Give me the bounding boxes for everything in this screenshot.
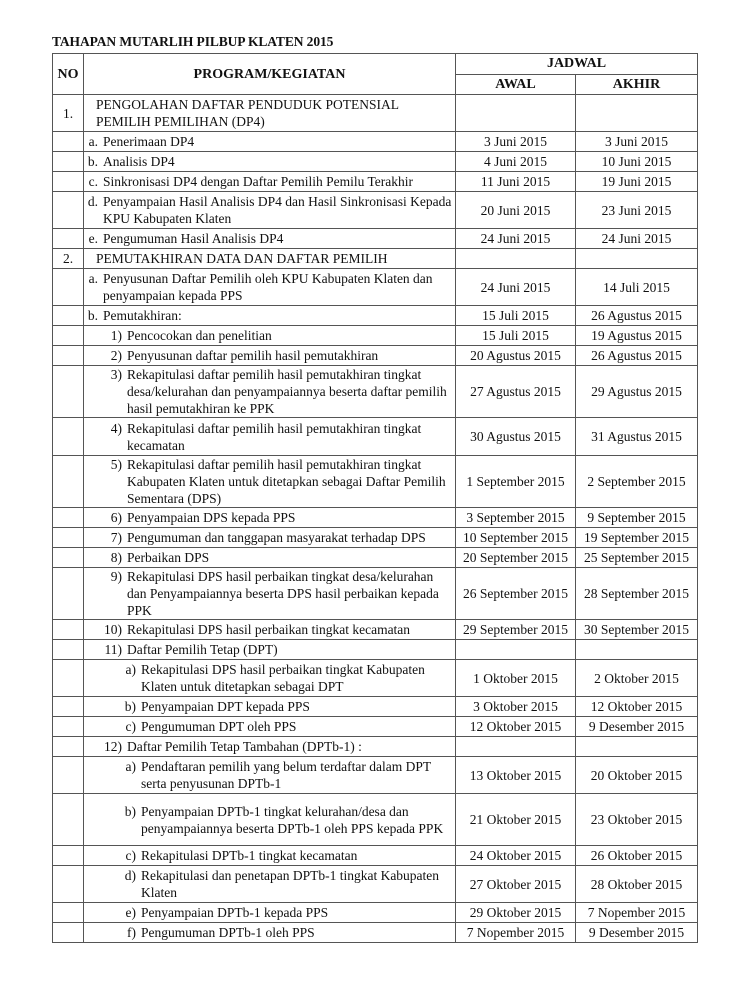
start-date: 27 Agustus 2015 [456, 366, 576, 418]
program-item [84, 307, 455, 324]
row-number: 2. [53, 249, 84, 269]
program-cell [84, 508, 456, 528]
program-item [84, 173, 455, 190]
program-item [84, 867, 455, 901]
start-date: 11 Juni 2015 [456, 172, 576, 192]
row-number [53, 568, 84, 620]
table-row [53, 794, 698, 846]
program-item [84, 509, 455, 526]
start-date [456, 95, 576, 132]
item-marker: c) [125, 848, 136, 863]
start-date: 7 Nopember 2015 [456, 923, 576, 943]
start-date: 20 Agustus 2015 [456, 346, 576, 366]
program-cell [84, 640, 456, 660]
end-date: 7 Nopember 2015 [576, 903, 698, 923]
table-row [53, 132, 698, 152]
item-text: PEMUTAKHIRAN DATA DAN DAFTAR PEMILIH [96, 251, 388, 266]
end-date: 3 Juni 2015 [576, 132, 698, 152]
item-marker: 4) [110, 420, 122, 436]
end-date: 25 September 2015 [576, 548, 698, 568]
row-number [53, 346, 84, 366]
program-item [84, 924, 455, 941]
item-marker: 6) [110, 510, 122, 525]
end-date: 19 Agustus 2015 [576, 326, 698, 346]
program-cell [84, 568, 456, 620]
program-cell [84, 548, 456, 568]
program-cell [84, 269, 456, 306]
end-date: 19 September 2015 [576, 528, 698, 548]
start-date: 29 Oktober 2015 [456, 903, 576, 923]
item-marker: e. [88, 231, 98, 246]
item-marker: b) [124, 699, 136, 714]
item-marker: d. [87, 194, 98, 209]
program-item [84, 456, 455, 507]
end-date: 23 Juni 2015 [576, 192, 698, 229]
item-text: Penyusunan daftar pemilih hasil pemutakhiran [127, 348, 379, 363]
program-cell [84, 660, 456, 697]
table-row [53, 346, 698, 366]
program-cell [84, 846, 456, 866]
end-date [576, 737, 698, 757]
item-text: Rekapitulasi daftar pemilih hasil pemutakhiran tingkat desa/kelurahan dan penyampaiannya beserta daftar pemilih hasil pemutakhiran ke PPK [127, 367, 447, 416]
table-row [53, 548, 698, 568]
end-date: 26 Agustus 2015 [576, 306, 698, 326]
program-cell [84, 418, 456, 456]
program-cell [84, 456, 456, 508]
program-cell [84, 132, 456, 152]
table-row [53, 418, 698, 456]
start-date: 30 Agustus 2015 [456, 418, 576, 456]
program-cell [84, 866, 456, 903]
program-cell [84, 152, 456, 172]
program-item [84, 758, 455, 792]
end-date: 28 Oktober 2015 [576, 866, 698, 903]
program-item [84, 847, 455, 864]
row-number [53, 640, 84, 660]
program-cell [84, 794, 456, 846]
program-item [84, 568, 455, 619]
table-body [53, 95, 698, 943]
end-date: 24 Juni 2015 [576, 229, 698, 249]
start-date: 1 Oktober 2015 [456, 660, 576, 697]
item-text: Pendaftaran pemilih yang belum terdaftar dalam DPT serta penyusunan DPTb-1 [141, 759, 431, 791]
item-marker: 10) [104, 622, 122, 637]
item-text: Daftar Pemilih Tetap Tambahan (DPTb-1) : [127, 739, 362, 754]
row-number [53, 717, 84, 737]
table-row [53, 95, 698, 132]
header-akhir: AKHIR [576, 74, 698, 95]
item-marker: b. [87, 308, 98, 323]
program-item [84, 641, 455, 658]
row-number [53, 306, 84, 326]
program-cell [84, 326, 456, 346]
item-marker: d) [124, 868, 136, 883]
item-marker: b. [87, 154, 98, 169]
item-text: Analisis DP4 [103, 154, 175, 169]
table-row [53, 923, 698, 943]
program-item [84, 230, 455, 247]
table-row [53, 456, 698, 508]
item-text: Penyampaian DPS kepada PPS [127, 510, 296, 525]
program-item [90, 96, 455, 130]
item-text: Penyusunan Daftar Pemilih oleh KPU Kabupaten Klaten dan penyampaian kepada PPS [103, 271, 433, 303]
program-item [84, 347, 455, 364]
item-marker: c) [125, 719, 136, 734]
item-marker: 7) [110, 530, 122, 545]
start-date: 3 Oktober 2015 [456, 697, 576, 717]
item-text: Rekapitulasi DPS hasil perbaikan tingkat Kabupaten Klaten untuk ditetapkan sebagai DPT [141, 662, 425, 694]
start-date: 29 September 2015 [456, 620, 576, 640]
item-marker: 8) [110, 550, 122, 565]
start-date [456, 737, 576, 757]
program-cell [84, 192, 456, 229]
end-date: 9 September 2015 [576, 508, 698, 528]
program-cell [84, 697, 456, 717]
row-number [53, 697, 84, 717]
item-text: Penyampaian DPTb-1 kepada PPS [141, 905, 329, 920]
end-date: 31 Agustus 2015 [576, 418, 698, 456]
program-item [84, 529, 455, 546]
item-marker: 9) [110, 569, 122, 584]
table-row [53, 366, 698, 418]
program-cell [84, 95, 456, 132]
table-row [53, 737, 698, 757]
program-item [84, 738, 455, 755]
program-item [84, 420, 455, 454]
start-date: 3 Juni 2015 [456, 132, 576, 152]
program-item [84, 661, 455, 695]
header-awal: AWAL [456, 74, 576, 95]
end-date: 23 Oktober 2015 [576, 794, 698, 846]
header-program: PROGRAM/KEGIATAN [84, 54, 456, 95]
end-date: 20 Oktober 2015 [576, 757, 698, 794]
table-row [53, 249, 698, 269]
row-number [53, 229, 84, 249]
schedule-table [52, 53, 698, 943]
program-item [84, 904, 455, 921]
end-date: 2 September 2015 [576, 456, 698, 508]
item-marker: 12) [104, 739, 122, 754]
row-number [53, 326, 84, 346]
item-marker: a. [88, 134, 98, 149]
table-row [53, 152, 698, 172]
table-row [53, 660, 698, 697]
table-row [53, 620, 698, 640]
table-row [53, 192, 698, 229]
program-item [84, 193, 455, 227]
item-text: Pemutakhiran: [103, 308, 182, 323]
start-date: 20 September 2015 [456, 548, 576, 568]
program-item [84, 549, 455, 566]
item-text: Penerimaan DP4 [103, 134, 195, 149]
program-cell [84, 717, 456, 737]
row-number [53, 794, 84, 846]
item-marker: e) [125, 905, 136, 920]
document-title: TAHAPAN MUTARLIH PILBUP KLATEN 2015 [52, 34, 334, 49]
end-date: 2 Oktober 2015 [576, 660, 698, 697]
start-date: 15 Juli 2015 [456, 326, 576, 346]
table-row [53, 697, 698, 717]
table-row [53, 568, 698, 620]
table-row [53, 846, 698, 866]
end-date: 19 Juni 2015 [576, 172, 698, 192]
end-date: 30 September 2015 [576, 620, 698, 640]
item-marker: a) [125, 759, 136, 774]
item-text: Penyampaian Hasil Analisis DP4 dan Hasil Sinkronisasi Kepada KPU Kabupaten Klaten [103, 194, 452, 226]
end-date: 9 Desember 2015 [576, 717, 698, 737]
program-cell [84, 903, 456, 923]
row-number [53, 172, 84, 192]
start-date: 1 September 2015 [456, 456, 576, 508]
row-number [53, 620, 84, 640]
header-no: NO [53, 54, 84, 95]
program-cell [84, 229, 456, 249]
end-date: 14 Juli 2015 [576, 269, 698, 306]
item-text: Perbaikan DPS [127, 550, 210, 565]
table-row [53, 172, 698, 192]
start-date [456, 249, 576, 269]
item-marker: 11) [104, 642, 122, 657]
end-date: 28 September 2015 [576, 568, 698, 620]
start-date: 24 Juni 2015 [456, 269, 576, 306]
program-cell [84, 620, 456, 640]
row-number [53, 192, 84, 229]
item-text: Rekapitulasi DPTb-1 tingkat kecamatan [141, 848, 358, 863]
program-item [84, 698, 455, 715]
row-number [53, 456, 84, 508]
row-number [53, 269, 84, 306]
end-date: 29 Agustus 2015 [576, 366, 698, 418]
row-number [53, 152, 84, 172]
table-row [53, 229, 698, 249]
item-text: Pengumuman DPTb-1 oleh PPS [141, 925, 315, 940]
program-cell [84, 757, 456, 794]
start-date: 21 Oktober 2015 [456, 794, 576, 846]
end-date [576, 640, 698, 660]
end-date: 10 Juni 2015 [576, 152, 698, 172]
item-text: Rekapitulasi dan penetapan DPTb-1 tingkat Kabupaten Klaten [141, 868, 440, 900]
program-item [84, 803, 455, 837]
program-item [84, 270, 455, 304]
table-row [53, 528, 698, 548]
item-text: Sinkronisasi DP4 dengan Daftar Pemilih Pemilu Terakhir [103, 174, 414, 189]
row-number [53, 548, 84, 568]
start-date: 26 September 2015 [456, 568, 576, 620]
item-text: Pengumuman DPT oleh PPS [141, 719, 297, 734]
end-date: 26 Oktober 2015 [576, 846, 698, 866]
program-item [84, 366, 455, 417]
item-text: Pencocokan dan penelitian [127, 328, 272, 343]
row-number [53, 418, 84, 456]
row-number [53, 846, 84, 866]
item-text: Penyampaian DPTb-1 tingkat kelurahan/desa dan penyampaiannya beserta DPTb-1 oleh PPS kepada PPK [141, 803, 444, 836]
start-date: 27 Oktober 2015 [456, 866, 576, 903]
item-text: Pengumuman dan tanggapan masyarakat terhadap DPS [127, 530, 426, 545]
program-item [84, 621, 455, 638]
program-item [84, 327, 455, 344]
table-row [53, 903, 698, 923]
item-text: Daftar Pemilih Tetap (DPT) [127, 642, 278, 657]
end-date: 9 Desember 2015 [576, 923, 698, 943]
item-text: Penyampaian DPT kepada PPS [141, 699, 310, 714]
end-date: 12 Oktober 2015 [576, 697, 698, 717]
item-marker: 2) [110, 348, 122, 363]
end-date: 26 Agustus 2015 [576, 346, 698, 366]
start-date: 13 Oktober 2015 [456, 757, 576, 794]
start-date: 3 September 2015 [456, 508, 576, 528]
program-cell [84, 923, 456, 943]
table-row [53, 866, 698, 903]
row-number: 1. [53, 95, 84, 132]
header-jadwal: JADWAL [456, 54, 698, 75]
program-cell [84, 737, 456, 757]
table-row [53, 326, 698, 346]
program-cell [84, 346, 456, 366]
program-item [84, 718, 455, 735]
start-date [456, 640, 576, 660]
program-cell [84, 172, 456, 192]
program-cell [84, 249, 456, 269]
item-marker: 3) [110, 367, 122, 382]
program-item [84, 153, 455, 170]
table-row [53, 757, 698, 794]
table-row [53, 717, 698, 737]
program-item [90, 250, 455, 267]
program-item [84, 133, 455, 150]
table-row [53, 269, 698, 306]
start-date: 15 Juli 2015 [456, 306, 576, 326]
item-text: Rekapitulasi daftar pemilih hasil pemutakhiran tingkat kecamatan [127, 420, 422, 453]
start-date: 24 Oktober 2015 [456, 846, 576, 866]
row-number [53, 132, 84, 152]
item-marker: a. [88, 271, 98, 286]
table-header [53, 54, 698, 95]
row-number [53, 660, 84, 697]
row-number [53, 923, 84, 943]
end-date [576, 249, 698, 269]
table-row [53, 640, 698, 660]
start-date: 20 Juni 2015 [456, 192, 576, 229]
row-number [53, 757, 84, 794]
row-number [53, 866, 84, 903]
item-marker: b) [124, 803, 136, 819]
item-text: Rekapitulasi DPS hasil perbaikan tingkat desa/kelurahan dan Penyampaiannya beserta DPS hasil perbaikan kepada PPK [127, 569, 439, 618]
row-number [53, 508, 84, 528]
row-number [53, 366, 84, 418]
item-marker: a) [125, 662, 136, 677]
item-text: PENGOLAHAN DAFTAR PENDUDUK POTENSIAL PEMILIH PEMILIHAN (DP4) [96, 97, 399, 129]
item-marker: 1) [110, 328, 122, 343]
item-text: Rekapitulasi DPS hasil perbaikan tingkat kecamatan [127, 622, 411, 637]
item-marker: c. [88, 174, 98, 189]
item-marker: 5) [110, 457, 122, 472]
table-row [53, 306, 698, 326]
item-text: Pengumuman Hasil Analisis DP4 [103, 231, 284, 246]
end-date [576, 95, 698, 132]
table-row [53, 508, 698, 528]
program-cell [84, 306, 456, 326]
row-number [53, 737, 84, 757]
row-number [53, 903, 84, 923]
start-date: 10 September 2015 [456, 528, 576, 548]
program-cell [84, 366, 456, 418]
start-date: 24 Juni 2015 [456, 229, 576, 249]
program-cell [84, 528, 456, 548]
item-text: Rekapitulasi daftar pemilih hasil pemutakhiran tingkat Kabupaten Klaten untuk ditetapkan sebagai Daftar Pemilih Sementara (DPS) [127, 457, 446, 506]
start-date: 4 Juni 2015 [456, 152, 576, 172]
row-number [53, 528, 84, 548]
start-date: 12 Oktober 2015 [456, 717, 576, 737]
item-marker: f) [127, 925, 136, 940]
